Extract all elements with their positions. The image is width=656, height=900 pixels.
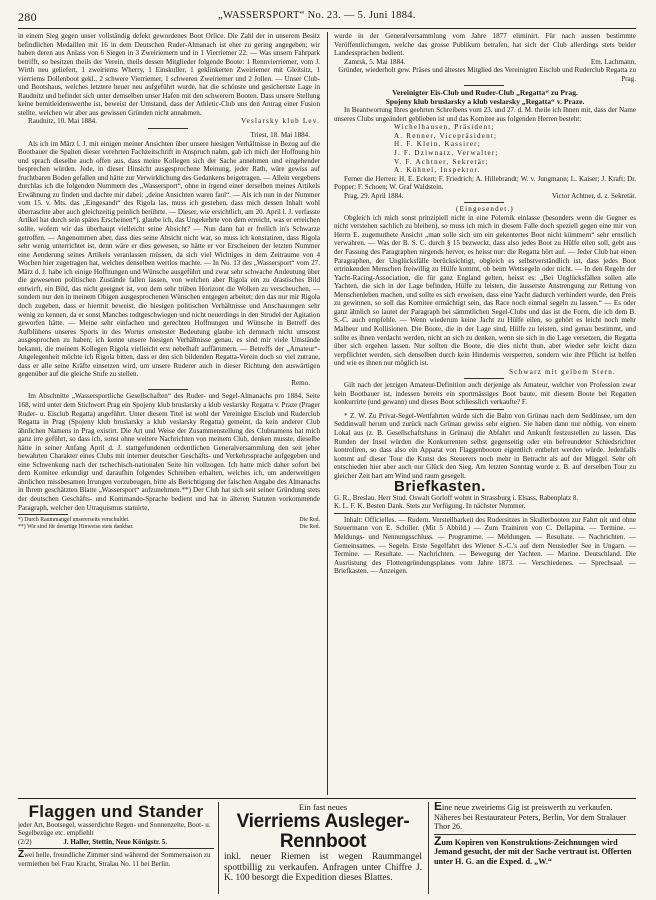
- article-paragraph: * Z. W. Zu Privat-Segel-Wettfahrten würde sich die Bahn von Grünau nach dem Seddinsee, um den Seddinwall herum und zurück nach Grünau gewiss sehr eignen. Sie haben dann nur nöthig, von einem Lokal aus (z. B. Gesellschaftshaus in Grünau) die Abfahrt und Ankunft festzustellen zu lassen. Das Runden der Insel würden die Konkurrenten selbst gegenseitig oder ein befreundeter Schiedsrichter kontroliren, so dass also ein Apparat von Flaggenbooten eigentlich entbehrt werden würde. Jedenfalls kommt auf dieser Tour die Kunst des Steuerers noch mehr in Betracht als auf der Müggel. Sehr oft entschieden hier aber auch nur Glück den Sieg. Am letzten Sonntag wurde z. B. auf derselben Tour zu gleicher Zeit hart am Wind und raum gesegelt.: [334, 411, 636, 480]
- ad-firm: (2/2) J. Haller, Stettin, Neue Königstr. 5.: [18, 837, 168, 846]
- ad-text: inkl. neuer Riemen ist wegen Raummangel spottbillig zu verkaufen. Anfragen unter Chiffre J. K. 100 besorgt die Expedition dieses Blattes.: [224, 852, 422, 884]
- footnote: **) Wir sind für derartige Hinweise stets dankbar. Die Red.: [18, 524, 320, 531]
- footnote: *) Durch Raummangel unsererseits verschuldet. Die Red.: [18, 517, 320, 524]
- letter-entry: K. L. F. K. Besten Dank. Stets zur Verfügung. In nächster Nummer.: [334, 502, 526, 511]
- divider: [464, 85, 504, 86]
- divider: [464, 409, 504, 410]
- signature: Raudnitz, 10. Mai 1884. Veslarsky klub Lev.: [28, 117, 320, 126]
- signature: Remo.: [291, 378, 310, 387]
- ad-title: Vierriems Ausleger-Rennboot: [236, 811, 410, 852]
- running-title: „WASSERSPORT“ No. 23. — 5. Juni 1884.: [218, 10, 416, 21]
- article-paragraph: Gilt nach der jetzigen Amateur-Definition auch derjenige als Amateur, welcher von Profession zwar kein Bootbauer ist, indessen bereits ein sportmässiges Boot baute, mit diesem Boote bei Regatten konkurrirte (und gewann) und dieses Boot schliesslich verkaufte? F.: [334, 381, 636, 407]
- ad-text: jeder Art, Bootsegel, wasserdichte Regen- und Sonnenzelte, Boot- u. Segelbezüge etc. empfiehlt: [18, 821, 211, 838]
- ad-text: Ein fast neues: [298, 802, 348, 812]
- divider: [148, 389, 188, 390]
- article-paragraph: Als ich im März l. J. mit einigen meiner Ansichten über unsere hiesigen Verhältnisse in Bezug auf die Bootbauer die Spalten dieser verehrten Fachzeitschrift in Anspruch nahm, gab ich mich der Hoffnung hin und sprach dieselbe auch offen aus, dass meine Kollegen sich der Sache annehmen und eingehender besprechen würden. Jede, in dieser Hinsicht ausgesprochene Meinung, jeder Rath, wäre gewiss auf fruchtbaren Boden gefallen und hätte zur Verwirklichung des Gedankens beigetragen. — Allein vergebens durchlas ich die folgenden Nummern des „Wassersport“, ohne in irgend einer derselben meines Artikels Erwähnung zu finden und dachte mir dabei: „deine Ansichten waren faul“. — Als ich nun in der Nummer vom 15. v. Mts. das „Eingesandt“ des Rigola las, muss ich gestehen, dass mich dessen Inhalt wohl überraschte aber auch gleichzeitig peinlich berührte. — Dieser, wie ersichtlich, am 20. April l. J. verfasste Artikel hat durch sein spätes Erscheinen*), glaube ich, das Ungekehrte von dem erreicht, was er erreichen sollte, wofern wir das überhaupt vielleicht seine Absicht? — Nun dann hat er freilich in's Schwarze getroffen. — Angenommen aber, dass dies seine Absicht nicht war, so muss ich konstatiren, dass Rigola sehr wenig unterrichtet ist, denn wäre er dies gewesen, so hätte er vor Erscheinen der letzten Nummer eine Aenderung seines Artikels veranlassen müssen, da sich viel Wichtiges in dem Zeitraume von 4 Wochen hier zugetragen hat, welches denselben wertlos machte. — In No. 13 des „Wassersport“ vom 27. März d. J. habe ich einige Hoffnungen und Wünsche ausgeführt und zwar sehr schwache Andeutung über die gewesenen politischen Zustände fallen lassen, von welchen aber Rigola ein zu drastisches Bild entwirft, ein Bild, das nicht geeignet ist, von dem sehr trüben Horizont die Wolken zu verscheuchen, — sondern nur den in meinem Obigen ausgesprochenen Wünschen entgegen arbeitet; den das nur mir Rigola doch zugeben, dass er hiermit beweist, die hiesigen politischen Verhältnisse und Anschauungen sehr wenig zu kennen, da er sonst Manches todtgeschwiegen und nicht neuerdings in den Strudel der Agitation geworfen hätte. — Meine sehr einfachen und gerechten Hoffnungen und Wünsche in Betreff des Aufblühens unseres Sports in des Wortes ernstester Bedeutung glaube ich demnach nicht umsonst ausgesprochen zu haben; ich kenne unsere hiesigen Verhältnisse genau, es sind mir viele Umstände bekannt, die meinem Kollegen Rigola vielleicht erst nebelhaft auffämmern. — Betreffs der „Amateur“-Angelegenheit möchte ich Rigola bitten, dass er den sich bildenden Regatta-Verein doch so viel zutraue, dass er alle seine Kräfte einsetzen wird, um unsere Ruderer auch in dieser Richtung den auswärtigen gegenüber auf die gleiche Stufe zu stellen.: [18, 139, 320, 379]
- article-paragraph: Obgleich ich mich sonst prinzipiell nicht in eine Polemik einlasse (besonders wenn die Gegner es nicht verstehen sachlich zu bleiben), so muss ich mich in diesem Falle doch speziell gegen eine mir von Herrn E. zugemuthete Ansicht „man solle sich um ein gekentertes Boot nicht kümmern“ sehr ernstlich verwahren. — Was der B. S. C. durch § 15 bezweckt, dass also jedes Boot zu Hülfe eilen soll, geht aus der Fassung des Paragraphen nirgends hervor, es heisst nur: die Regatta hört auf. — Jeder Club hat einen Paragraphen, der Unglücksfälle berücksichtigt, obgleich es selbstverständlich ist, dass jedes Boot ertrinkenden Menschen freiwillig zu Hülfe kommt, ob beim Wettsegeln oder nicht. — In den Regeln der Yacht-Racing-Association, die für ganz England gelten, heisst es: „Bei Unglücksfällen sollen alle Yachten, die sich in der Lage befinden, Hülfe zu leisten, die äusserste Anstrengung zur Rettung von Menschenleben machen, und sollte es sich erweisen, dass eine Yacht dadurch verhindert wurde, den Preis zu gewinnen, so soll das Komitee ermächtigt sein, das Race noch einmal segeln zu lassen.“ — Es oder ganz ähnlich so lautet der Paragraph bei sämmtlichen Segel-Clubs und das ist die Form, die ich dem B. S.-C. auch empfehle. — Wenn wiederum keine Jacht zu Hülfe eilen, so gehört es leicht noch mehr Malheur und Kollisionen. Die Boote, die in der Lage sind, Hülfe zu leisten, sind genau bestimmt, und sollte es ihnen verdacht werden, nicht an sich zu denken, wenn sie sich in die Lage versetzen, die Regatta über sich ergehen lassen. Nur sollten die Boote, die dies nicht thun, aber wieder sehr leicht dazu verpflichtet werden, sich denselben durch kein Hindernis versperren, sondern wie ihre Pflicht ist helfen und wie es ihnen nur möglich ist.: [334, 213, 636, 368]
- ad-flaggen: [18, 802, 214, 894]
- page-number: 280: [18, 10, 37, 24]
- header-rule: [18, 28, 636, 29]
- divider: [464, 378, 504, 379]
- divider: [334, 513, 636, 514]
- ad-gig-text: Eine neue zweiriems Gig ist preiswerth zu verkaufen. Näheres bei Restaurateur Peters, Berlin, Vor dem Stralauer Thor 26.: [434, 802, 627, 832]
- list-item: Wichelhausen, Präsident;: [394, 123, 495, 132]
- article-paragraph: wurde in der Generalversammlung vom Jahre 1877 eliminirt. Für nach aussen bestimmte Veröffentlichungen, welche das grosse Publikum betrafen, hat sich der Club allerdings stets beider Landessprachen bedient.: [334, 32, 636, 58]
- column-rule: [327, 32, 328, 795]
- article-paragraph: Im Abschnitte „Wassersportliche Gesellschaften“ des Ruder- und Segel-Almanachs pro 1884, Seite 168, wird unter dem Stichwort Prag ein Spojeny klub bruslarsky a klub veslarsky Regatta v. Praze (Prager Ruder- u. Eisclub Regatta) angeführt. Unter diesem Titel ist wohl der Vereinigte Eisclub und Ruderclub Regatta in Prag (Spojeny klub bruslarsky a klub veslarsky Regatta) gemeint, da kein anderer Club ähnlichen Namens in Prag existirt. Die Art und Weise der Zusammenstellung des Clubnamens hat mich ganz irre geführt, so dass ich, sonst ohne weitere Nachrichten von meinem Club, denken musste, dieselbe hätte in seiner Anfang April d. J. stattgefundenen ordentlichen Generalversammlung den seit jeher bewahrten Charakter eines Clubs mit interner deutscher Geschäfts- und Verkehrssprache aufgegeben und eine Schwenkung nach der tschechisch-nationalen Seite hin vollzogen. Ich hatte mich daher sofort bei dem Komitee erkundigt und daraufhin folgendes Schreiben erhalten, welches ich, um anderweitigen ähnlichen missbesamen Irrungen vorzubeugen, bitte als Berichtigung der falschen Angabe des Almanachs in Ihrem geschätzten Blatte „Wassersport“ aufzunehmen.**) Der Club hat sich seit seiner Gründung stets der deutschen Geschäfts- und Kommando-Sprache bedient und hat in älteren Statuten vorkommende Paragraph, welcher den Utraquismus statuirte,: [18, 392, 320, 512]
- advertisements: [18, 802, 636, 894]
- signature-role: Gründer, wiederholt gew. Präses und ältestes Mitglied des Vereinigten Eisclub und Ruderclub Regatta zu Prag.: [338, 66, 636, 83]
- right-column: [334, 32, 636, 795]
- ad-rule: [218, 802, 219, 894]
- divider: [464, 202, 504, 203]
- page-header: [18, 10, 636, 26]
- divider: [18, 848, 214, 849]
- ad-rennboot: [224, 802, 422, 894]
- ad-title: Flaggen und Stander: [28, 802, 204, 821]
- signature: Zamrsk, 5. Mai 1884. Em. Lachmann,: [344, 57, 636, 66]
- list-item: H. F. Klein, Kassirer;: [394, 140, 481, 149]
- contents-paragraph: Inhalt: Officielles. — Rudern. Verstellbarkeit des Rudersitzes in Skullerbooten zur Fahrt nit und ohne Steuermann von E. Schiller. (Mit 5 Abbild.) — Zum Trainiren von C. Dellapina. — Termine. — Meldungs- und Nennungsschluss. — Programme. — Meldungen. — Resultate. — Nachrichten. — Gemeinsames. — Segeln. Erste Segelfahrt des Wiener S.-C.'s auf dem Neusiedler See in Ungarn. — Termine. — Resultate. — Nachrichten. — Bewegung der Yachten. — Marine. Deutschland. Die Ausrüstung des Flottengründungsplanes vom Jahre 1873. — Verschiedenes. — Sprechsaal. — Briefkasten. — Anzeigen.: [334, 515, 636, 576]
- article-paragraph: in einem Sieg gegen unser vollständig defekt gewordenes Boot Orlice. Die Zahl der in unserem Besitz befindlichen Medaillen mit 16 in dem Deutschen Ruder-Almanach ist eher zu gering angegeben; wir haben deren aus Anlass von 6 Siegen in 3 Zweiriemern und in 1 Vierriemer 22. — Was unsern Fahrpark betrifft, so besitzen theils der Verein, theils dessen Mitglieder folgende Boote: 1 Rennvierriemer, vom J. Wirth neu geliefert, 1 zweiriems Wherry, 1 Einskuller, 1 geklinkerten Zweiriemer mit Gleitsitz, 1 vierriems Dollenboot gekl., 2 schwere Vierriemer, 1 schweren Zweiriemer und 2 Jollen. — Unser Club- und Bootshaus, welches letztere heuer neu aufgeführt wurde, hat die schönste und gesichertste Lage in Raudnitz und befindet sich unter demselben unser Hafen mit den schwerern Booten. Dass unsere Stellung keine bemitleidenswerthe ist, beweist der Umstand, dass der Athletic-Club uns den Antrag einer Fusion stellte, welchen wir aber aus gewissen Gründen nicht annahmen.: [18, 32, 320, 117]
- section-heading: (Eingesendet.): [456, 205, 514, 214]
- list-item: V. F. Achtner, Sekretär;: [394, 157, 489, 166]
- signature: Schwarz mit gelbem Stern.: [509, 367, 616, 376]
- article-paragraph: Ferner die Herren: H. E. Eckert; F. Friedrich; A. Hillebrandt; W. v. Jungmann; L. Kaiser; J. Kraft; Dr. Popper; F. Schoen; W. Graf Waldstein.: [334, 174, 636, 192]
- letter-entry: G. R., Breslau. Herr Stud. Oswalt Gorloff wohnt in Strassburg i. Elsass, Rabenplatz 8.: [334, 493, 579, 502]
- section-heading: Vereinigter Eis-Club und Ruder-Club „Regatta“ zu Prag.: [392, 88, 578, 98]
- signature: Prag, 29. April 1884. Victor Achtner, d. z. Sekretär.: [344, 191, 636, 200]
- ad-gig: [434, 802, 636, 894]
- list-item: A. Renner, Vicepräsident;: [394, 131, 498, 140]
- list-item: J. F. Dziwnatz, Verwalter;: [394, 149, 499, 158]
- section-heading: Spojeny klub bruslarsky a klub veslarsky „Regatta“ v. Praze.: [385, 97, 585, 107]
- ad-rule: [428, 802, 429, 894]
- ad-zimmer: Zwei helle, freundliche Zimmer sind während der Sommersaison zu vermiethen bei Frau Kracht, Stralau No. 11 bei Berlin.: [18, 849, 211, 868]
- divider: [434, 834, 636, 835]
- member-list: [334, 123, 636, 174]
- divider: [148, 128, 188, 129]
- briefkasten-title: Briefkasten.: [394, 478, 486, 496]
- dateline: Triest, 18. Mai 1884.: [250, 131, 310, 140]
- ads-rule: [18, 798, 636, 799]
- footnote-rule: [18, 514, 68, 515]
- left-column: [18, 32, 320, 795]
- article-paragraph: In Beantwortung Ihres geehrten Schreibens vom 23. und 27. d. M. theile ich Ihnen mit, dass der Name unseres Clubs ungeändert geblieben ist und das Komitee aus folgenden Herren besteht:: [334, 106, 636, 123]
- ad-kopiren-text: Zum Kopiren von Konstruktions-Zeichnungen wird Jemand gesucht, der mit der Sache vertraut ist. Offerten unter H. G. an die Exped. d. „W.“: [434, 833, 632, 866]
- list-item: A. Kühnel, Inspektor.: [394, 166, 481, 175]
